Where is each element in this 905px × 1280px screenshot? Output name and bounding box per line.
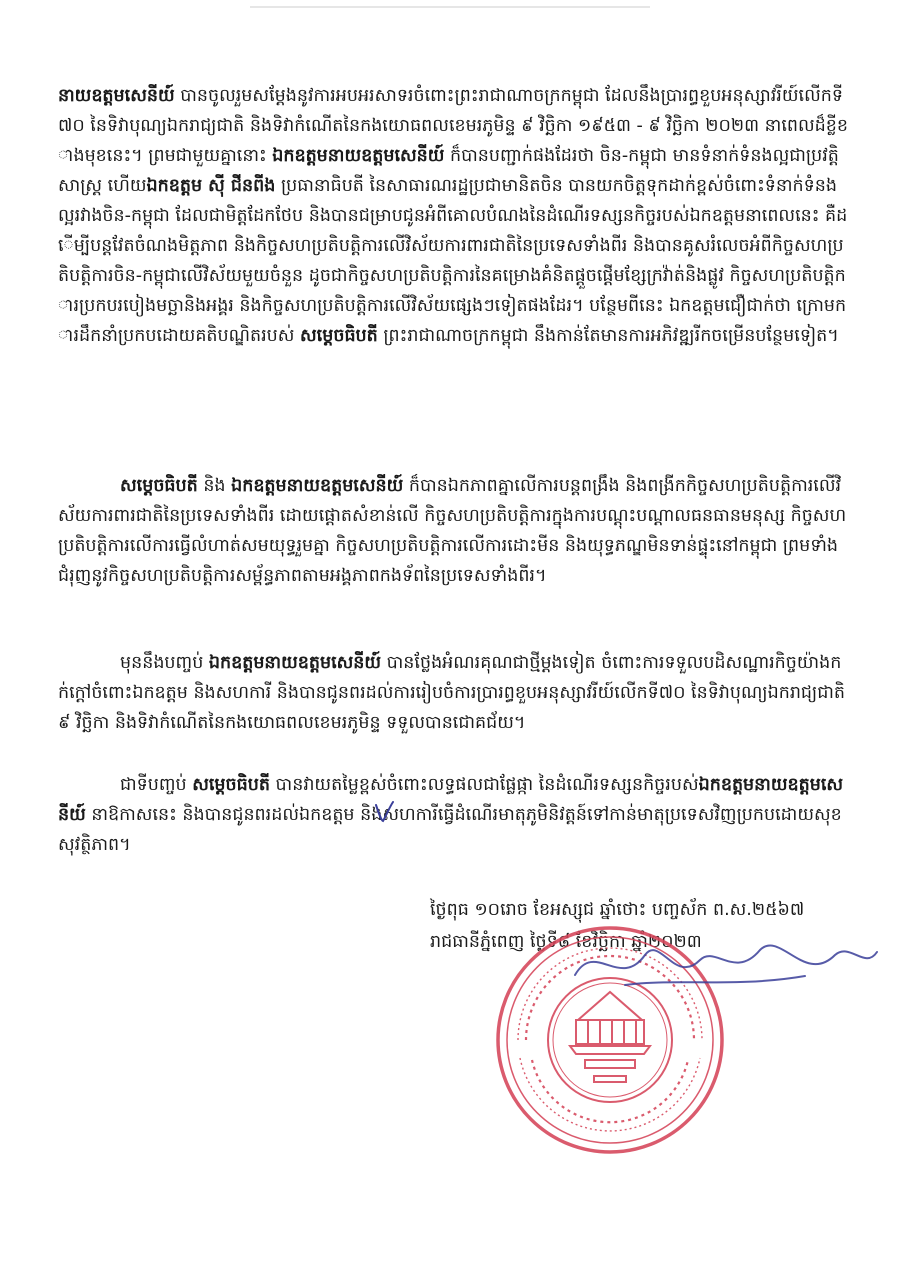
- bold-term: ឯកឧត្ដមនាយឧត្ដមសេនីយ៍: [272, 145, 445, 166]
- closing-place-date: រាជធានីភ្នំពេញ ថ្ងៃទី៨ ខែវិច្ឆិកា ឆ្នាំ២០២៣: [430, 932, 702, 952]
- body-text: និង: [197, 475, 232, 496]
- paragraph-2: [58, 471, 848, 591]
- bold-term: សម្ដេចធិបតី: [120, 475, 198, 496]
- handwritten-tick-icon: [373, 800, 395, 824]
- bold-term: ឯកឧត្ដមនាយឧត្ដមសេនីយ៍: [208, 652, 382, 673]
- bold-term: ឯកឧត្ដមនាយឧត្ដមសេនីយ៍: [231, 475, 404, 496]
- paragraph-1: [58, 81, 848, 351]
- bold-term: ឯកឧត្ដមនាយឧត្ដមសេនីយ៍: [58, 774, 844, 825]
- body-text: ព្រះរាជាណាចក្រកម្ពុជា នឹងកាន់តែមានការអភិវឌ្ឍរីកចម្រើនបន្ថែមទៀត។: [377, 325, 839, 346]
- closing-date-lunar: ថ្ងៃពុធ ១០រោច ខែអស្សុជ ឆ្នាំថោះ បញ្ចស័ក ព.ស.២៥៦៧: [430, 900, 805, 920]
- body-text: ក៏បានឯកភាពគ្នាលើការបន្តពង្រឹង និងពង្រីកកិច្ចសហប្រតិបត្តិការលើវិស័យការពារជាតិនៃប្រទេសទាំងពីរ ដោយផ្ដោតសំខាន់លើ កិច្ចសហប្រតិបត្តិការក្នុងការបណ្តុះបណ្តាលធនធានមនុស្ស កិច្ចសហប្រតិបត្តិការលើការធ្វើលំហាត់សមយុទ្ធរួមគ្នា កិច្ចសហប្រតិបត្តិការលើការដោះមីន និងយុទ្ធភណ្ឌមិនទាន់ផ្ទុះនៅកម្ពុជា ព្រមទាំងជំរុញនូវកិច្ចសហប្រតិបត្តិការសម្ព័ន្ធភាពតាមអង្គភាពកងទ័ពនៃប្រទេសទាំងពីរ។: [58, 475, 847, 586]
- paragraph-3: [58, 648, 848, 738]
- handwritten-signature-icon: [565, 930, 885, 1000]
- body-text: ក៏បានបញ្ជាក់ផងដែរថា ចិន-កម្ពុជា មានទំនាក់ទំនងល្អជាប្រវត្តិសាស្ត្រ ហើយ: [58, 145, 839, 196]
- body-text: ប្រធានាធិបតី នៃសាធារណរដ្ឋប្រជាមានិតចិន បានយកចិត្តទុកដាក់ខ្ពស់ចំពោះទំនាក់ទំនងល្អរវាងចិន-កម្ពុជា ដែលជាមិត្តដែកថែប និងបានជម្រាបជូនអំពីគោលបំណងនៃដំណើរទស្សនកិច្ចរបស់ឯកឧត្ដមនាពេលនេះ គឺដើម្បីបន្តវែតចំណងមិត្តភាព និងកិច្ចសហប្រតិបត្តិការលើវិស័យការពារជាតិនៃប្រទេសទាំងពីរ និងបានគូសរំលេចអំពីកិច្ចសហប្រតិបត្តិការចិន-កម្ពុជាលើវិស័យមួយចំនួន ដូចជាកិច្ចសហប្រតិបត្តិការនៃគម្រោងគំនិតផ្តួចផ្តើមខ្សែក្រវ៉ាត់និងផ្លូវ កិច្ចសហប្រតិបត្តិការប្រកបរបៀងមច្ឆានិងអង្គរ និងកិច្ចសហប្រតិបត្តិការលើវិស័យផ្សេងៗទៀតផងដែរ។ បន្ថែមពីនេះ ឯកឧត្ដមជឿជាក់ថា ក្រោមការដឹកនាំប្រកបដោយគតិបណ្ឌិតរបស់: [58, 175, 848, 346]
- body-text: បានថ្លែងអំណរគុណជាថ្មីម្តងទៀត ចំពោះការទទួលបដិសណ្ឋារកិច្ចយ៉ាងកក់ក្តៅចំពោះឯកឧត្ដម និងសហការី និងបានជូនពរដល់ការរៀបចំការប្រារព្ធខួបអនុស្សាវរីយ៍លើកទី៧០ នៃទិវាបុណ្យឯករាជ្យជាតិ ៩ វិច្ឆិកា និងទិវាកំណើតនៃកងយោធពលខេមរភូមិន្ទ ទទួលបានជោគជ័យ។: [58, 652, 846, 733]
- paragraph-4: [58, 770, 848, 860]
- body-text: បានចូលរួមសម្ដែងនូវការអបអរសាទរចំពោះព្រះរាជាណាចក្រកម្ពុជា ដែលនឹងប្រារព្ធខួបអនុស្សាវរីយ៍លើកទី៧០ នៃទិវាបុណ្យឯករាជ្យជាតិ និងទិវាកំណើតនៃកងយោធពលខេមរភូមិន្ទ ៩ វិច្ឆិកា ១៩៥៣ - ៩ វិច្ឆិកា ២០២៣ នាពេលដ៏ខ្លីខាងមុខនេះ។ ព្រមជាមួយគ្នានោះ: [58, 85, 848, 166]
- body-text: ជាទីបញ្ចប់: [120, 774, 193, 795]
- top-rule: [250, 6, 650, 8]
- bold-term: នាយឧត្ដមសេនីយ៍: [58, 85, 175, 106]
- bold-term: ឯកឧត្ដម ស៊ី ជីនពីង: [146, 175, 276, 196]
- body-text: បានវាយតម្លៃខ្ពស់ចំពោះលទ្ធផលជាផ្លែផ្កា នៃដំណើរទស្សនកិច្ចរបស់: [269, 774, 699, 795]
- bold-term: សម្ដេចធិបតី: [192, 774, 270, 795]
- body-text: មុននឹងបញ្ចប់: [120, 652, 209, 673]
- body-text: នាឱកាសនេះ និងបានជូនពរដល់ឯកឧត្ដម និងសហការីធ្វើដំណើរមាតុភូមិនិវត្តន៍ទៅកាន់មាតុប្រទេសវិញប្រកបដោយសុខសុវត្ថិភាព។: [58, 804, 842, 855]
- bold-term: សម្ដេចធិបតី: [300, 325, 378, 346]
